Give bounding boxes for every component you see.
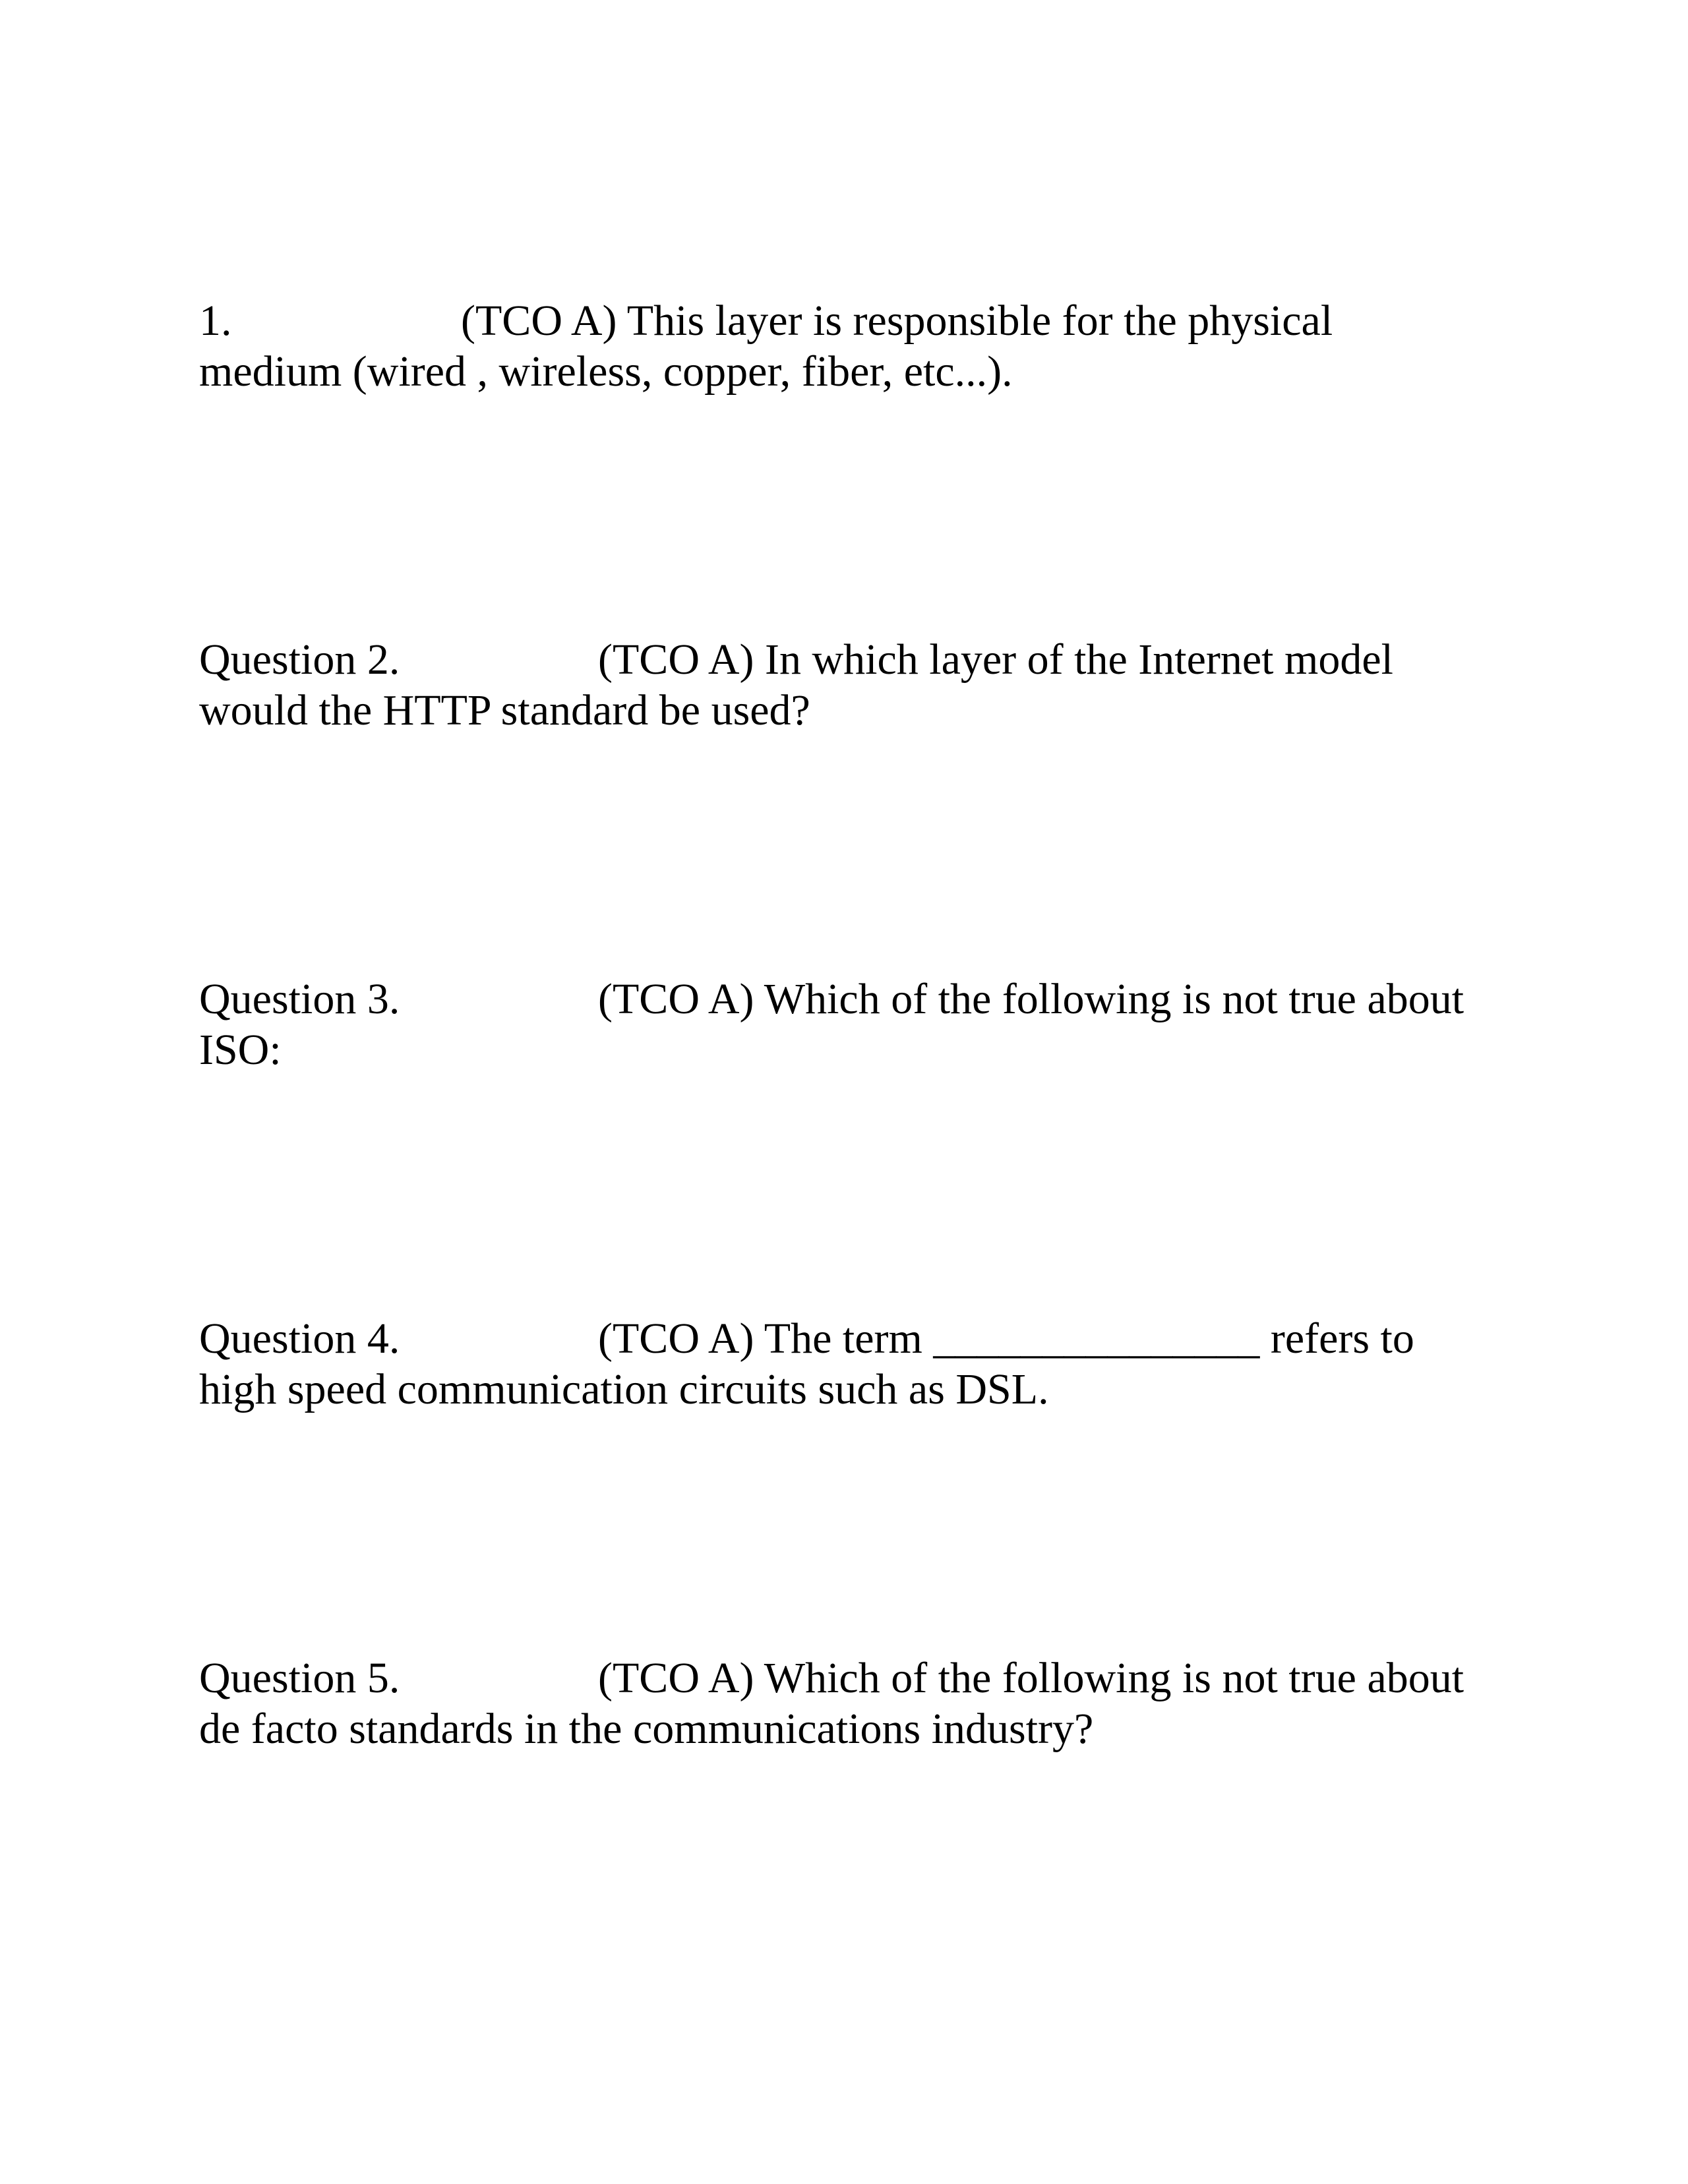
question-continuation: medium (wired , wireless, copper, fiber, etc...). (199, 347, 1013, 396)
question-2 (199, 634, 1518, 736)
question-continuation: high speed communication circuits such as DSL. (199, 1365, 1049, 1413)
question-continuation: would the HTTP standard be used? (199, 686, 810, 734)
question-text: (TCO A) The term _______________ refers to (598, 1314, 1414, 1363)
question-number: 1. (199, 297, 232, 345)
question-line-1 (199, 295, 1518, 346)
question-line-1 (199, 1653, 1518, 1703)
question-1 (199, 295, 1518, 397)
question-number: Question 4. (199, 1314, 400, 1363)
question-text: (TCO A) This layer is responsible for the physical (461, 297, 1333, 345)
question-text: (TCO A) Which of the following is not true about (598, 1654, 1464, 1702)
question-number: Question 2. (199, 635, 400, 684)
question-line-1 (199, 1313, 1518, 1364)
question-3 (199, 974, 1518, 1075)
question-5 (199, 1653, 1518, 1754)
question-text: (TCO A) Which of the following is not true about (598, 975, 1464, 1023)
question-continuation: de facto standards in the communications industry? (199, 1705, 1094, 1753)
question-number: Question 3. (199, 975, 400, 1023)
question-4 (199, 1313, 1518, 1415)
question-number: Question 5. (199, 1654, 400, 1702)
question-line-1 (199, 634, 1518, 685)
question-line-1 (199, 974, 1518, 1024)
question-continuation: ISO: (199, 1026, 282, 1074)
question-text: (TCO A) In which layer of the Internet model (598, 635, 1393, 684)
